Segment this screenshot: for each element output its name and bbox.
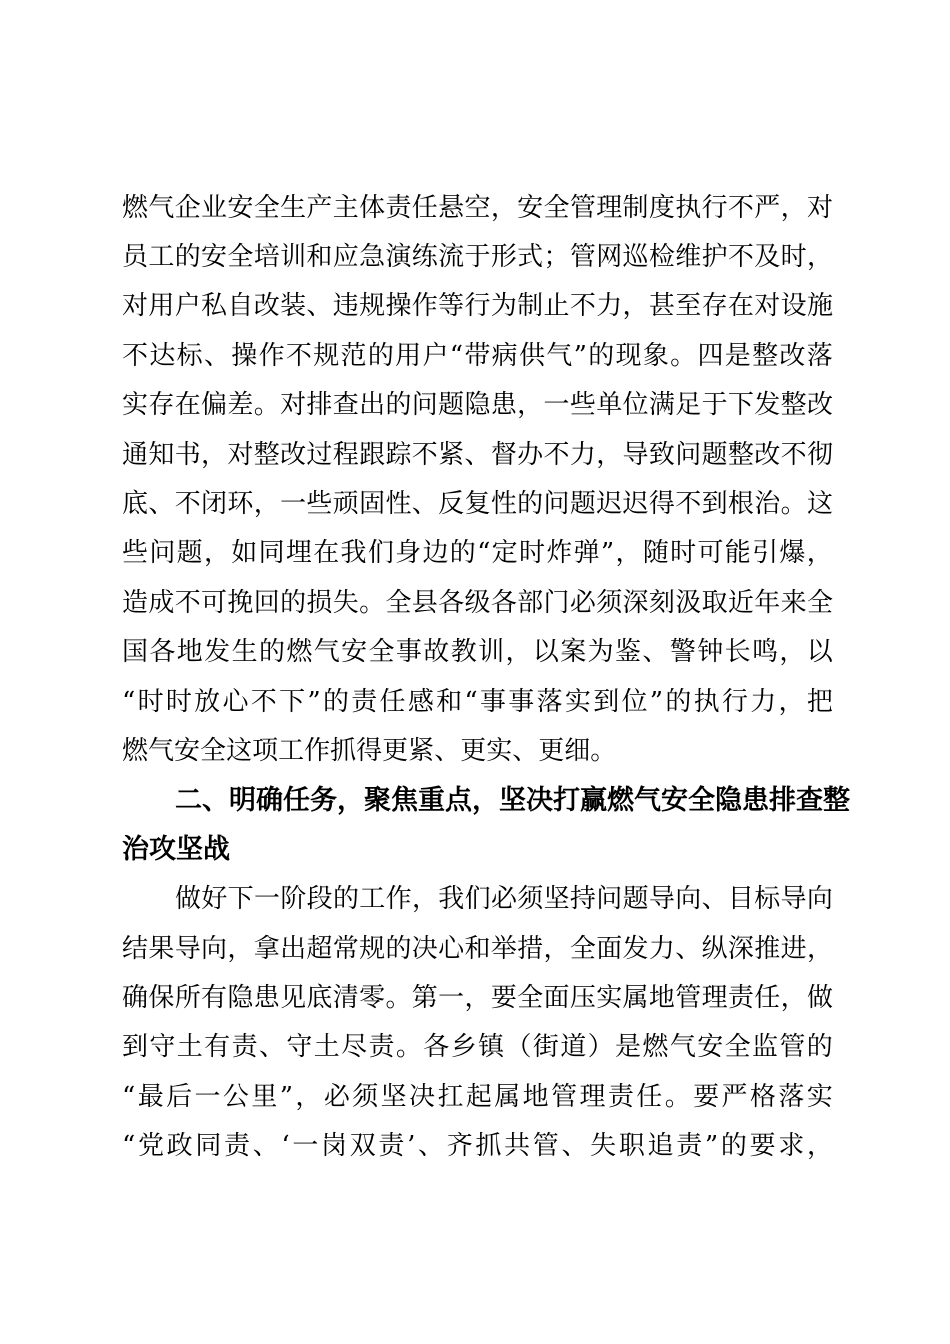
paragraph-line: 实 存 在 偏 差 。 对 排 查 出 的 问 题 隐 患 ， 一 些 单 位 满 足 于 下 发 整 改	[122, 390, 833, 421]
paragraph-line: 底 、 不 闭 环 ， 一 些 顽 固 性 、 反 复 性 的 问 题 迟 迟 得 不 到 根 治 。 这	[122, 489, 833, 520]
paragraph-line: 确 保 所 有 隐 患 见 底 清 零 。 第 一 ， 要 全 面 压 实 属 地 管 理 责 任 ， 做	[122, 982, 833, 1013]
paragraph-line: 造 成 不 可 挽 回 的 损 失 。 全 县 各 级 各 部 门 必 须 深 刻 汲 取 近 年 来 全	[122, 587, 833, 618]
paragraph-line: 对 用 户 私 自 改 装 、 违 规 操 作 等 行 为 制 止 不 力 ， 甚 至 存 在 对 设 施	[122, 291, 833, 322]
document-body	[122, 183, 850, 1171]
paragraph-line: 国 各 地 发 生 的 燃 气 安 全 事 故 教 训 ， 以 案 为 鉴 、 警 钟 长 鸣 ， 以	[122, 637, 833, 668]
heading-line: 治 攻 坚 战	[122, 834, 230, 866]
paragraph-line: 员 工 的 安 全 培 训 和 应 急 演 练 流 于 形 式 ； 管 网 巡 检 维 护 不 及 时 ，	[122, 242, 833, 273]
paragraph-line: “ 党 政 同 责 、 ‘ 一 岗 双 责 ’ 、 齐 抓 共 管 、 失 职 追 责 ” 的 要 求 ，	[122, 1131, 833, 1162]
paragraph-line: 通 知 书 ， 对 整 改 过 程 跟 踪 不 紧 、 督 办 不 力 ， 导 致 问 题 整 改 不 彻	[122, 439, 833, 470]
paragraph-line: 不 达 标 、 操 作 不 规 范 的 用 户 “ 带 病 供 气 ” 的 现 象 。 四 是 整 改 落	[122, 340, 833, 371]
paragraph-line: 些 问 题 ， 如 同 埋 在 我 们 身 边 的 “ 定 时 炸 弹 ” ， 随 时 可 能 引 爆 ，	[122, 538, 833, 569]
paragraph-line: 到 守 土 有 责 、 守 土 尽 责 。 各 乡 镇 （ 街 道 ） 是 燃 气 安 全 监 管 的	[122, 1032, 833, 1063]
paragraph-line: 燃 气 安 全 这 项 工 作 抓 得 更 紧 、 更 实 、 更 细 。	[122, 735, 617, 766]
heading-line: 二 、 明 确 任 务 ， 聚 焦 重 点 ， 坚 决 打 赢 燃 气 安 全 隐 患 排 查 整	[175, 784, 850, 816]
paragraph-line: 结 果 导 向 ， 拿 出 超 常 规 的 决 心 和 举 措 ， 全 面 发 力 、 纵 深 推 进 ，	[122, 933, 833, 964]
paragraph-line: 做 好 下 一 阶 段 的 工 作 ， 我 们 必 须 坚 持 问 题 导 向 、 目 标 导 向	[175, 884, 833, 915]
paragraph-line: “ 最 后 一 公 里 ” ， 必 须 坚 决 扛 起 属 地 管 理 责 任 。 要 严 格 落 实	[122, 1081, 833, 1112]
paragraph-line: 燃 气 企 业 安 全 生 产 主 体 责 任 悬 空 ， 安 全 管 理 制 度 执 行 不 严 ， 对	[122, 192, 833, 223]
paragraph-line: “ 时 时 放 心 不 下 ” 的 责 任 感 和 “ 事 事 落 实 到 位 ” 的 执 行 力 ， 把	[122, 686, 833, 717]
